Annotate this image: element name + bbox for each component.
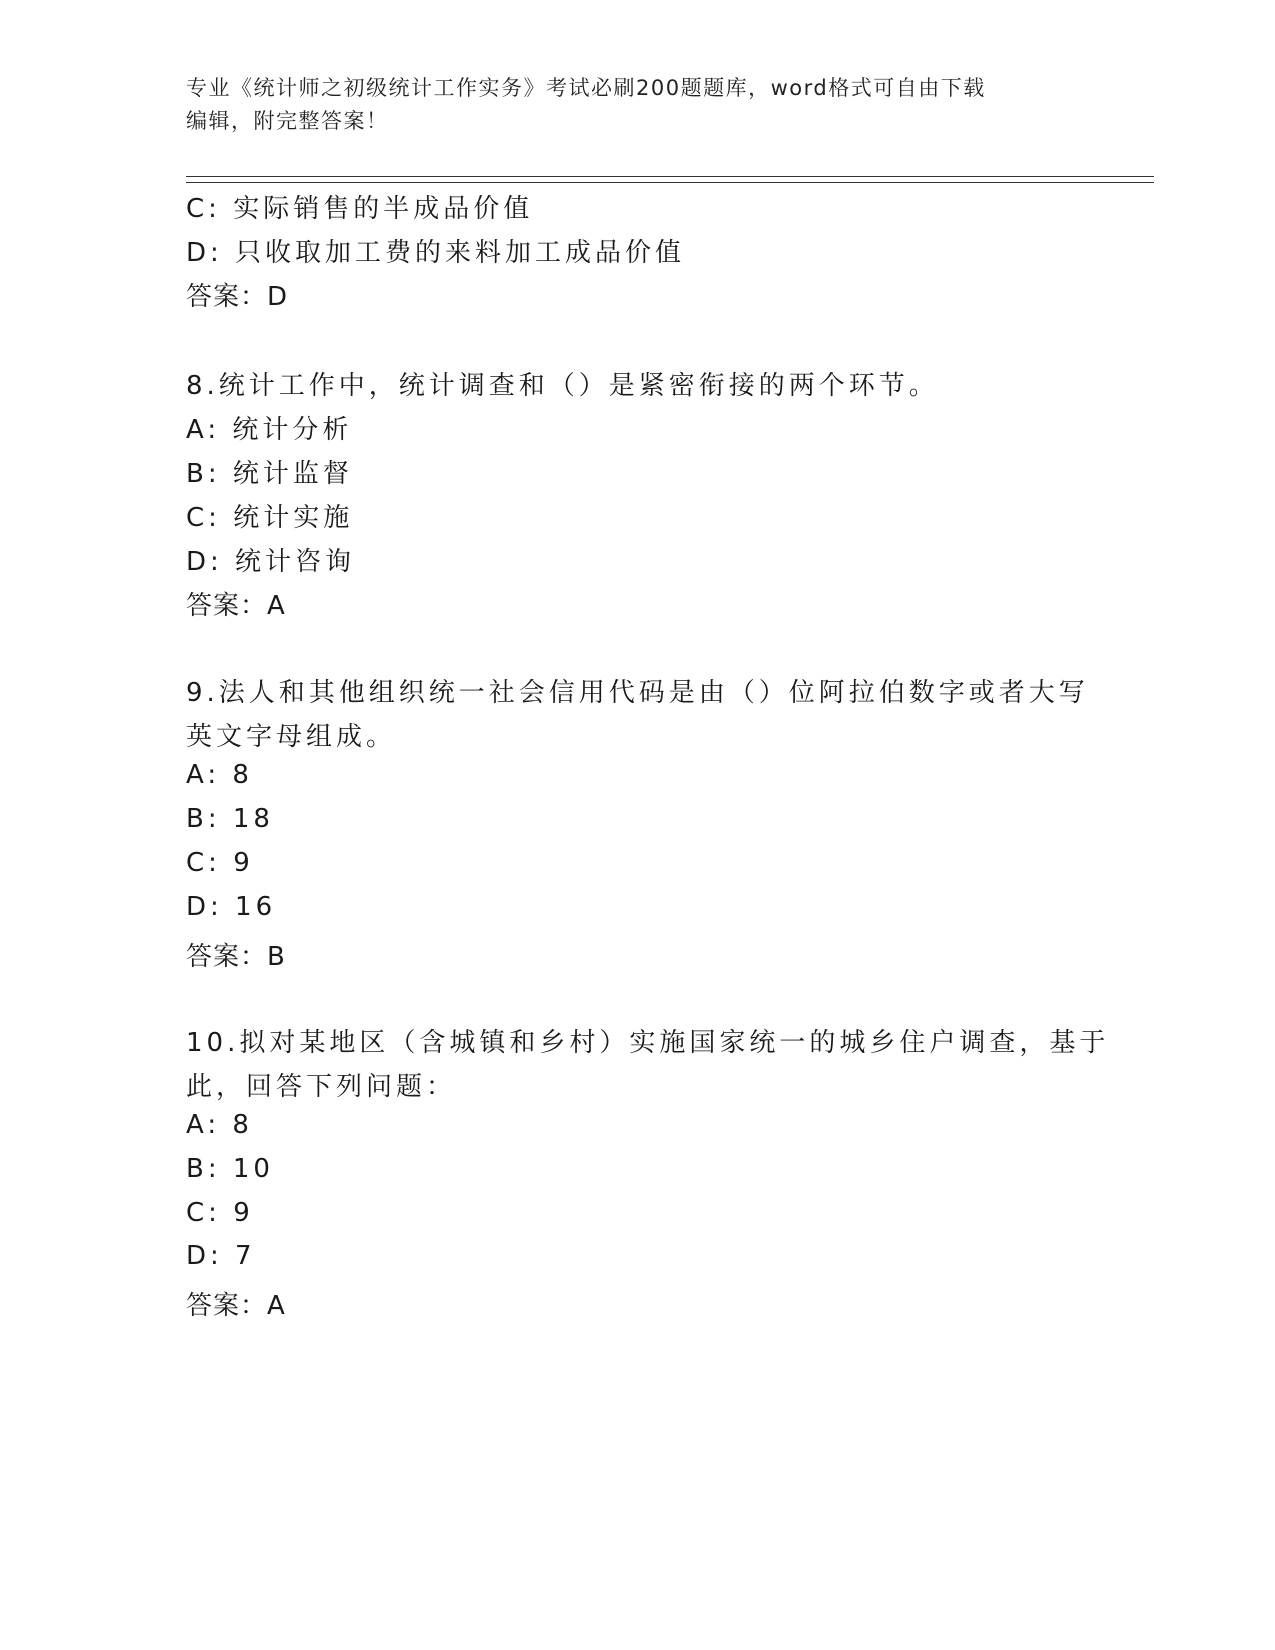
question-stem: 9.法人和其他组织统一社会信用代码是由（）位阿拉伯数字或者大写	[186, 678, 1089, 708]
option-label: B:	[186, 804, 221, 834]
option-c-line	[186, 1198, 254, 1228]
option-d-line	[186, 232, 685, 269]
option-text: 实际销售的半成品价值	[233, 194, 534, 224]
header-line-1: 专业《统计师之初级统计工作实务》考试必刷200题题库，word格式可自由下载	[186, 76, 986, 100]
option-label: C:	[186, 848, 221, 878]
option-label: D:	[186, 547, 223, 577]
option-c-line	[186, 497, 353, 534]
option-text: 统计实施	[233, 503, 354, 533]
option-label: B:	[186, 1154, 221, 1184]
option-label: B:	[186, 459, 221, 489]
option-b-line	[186, 804, 274, 834]
header-line-2: 编辑，附完整答案！	[186, 109, 389, 133]
option-b-line	[186, 1154, 274, 1184]
option-c-line	[186, 188, 533, 225]
option-text: 18	[232, 804, 274, 834]
option-text: 8	[232, 1110, 253, 1140]
option-text: 统计分析	[232, 415, 353, 445]
answer-line: 答案：D	[186, 282, 289, 312]
option-label: C:	[186, 1198, 221, 1228]
option-b-line	[186, 453, 353, 490]
document-header	[186, 72, 1066, 138]
option-d-line	[186, 892, 276, 922]
option-label: A:	[186, 415, 221, 445]
option-text: 统计咨询	[235, 547, 356, 577]
option-a-line	[186, 409, 352, 446]
option-c-line	[186, 848, 254, 878]
answer-line: 答案：A	[186, 591, 286, 621]
option-text: 7	[235, 1241, 256, 1271]
option-label: D:	[186, 238, 223, 268]
option-label: A:	[186, 1110, 221, 1140]
option-d-line	[186, 1241, 256, 1271]
answer-line: 答案：A	[186, 1291, 286, 1321]
header-divider-bottom	[186, 182, 1154, 183]
option-text: 9	[233, 848, 254, 878]
option-label: D:	[186, 1241, 223, 1271]
header-divider-top	[186, 176, 1154, 177]
option-label: D:	[186, 892, 223, 922]
option-text: 只收取加工费的来料加工成品价值	[235, 238, 686, 268]
option-text: 8	[232, 760, 253, 790]
option-a-line	[186, 760, 253, 790]
question-stem-continued: 此，回答下列问题：	[186, 1072, 457, 1102]
option-d-line	[186, 541, 355, 578]
option-text: 统计监督	[232, 459, 353, 489]
answer-line: 答案：B	[186, 942, 286, 972]
option-label: C:	[186, 503, 221, 533]
question-stem: 8.统计工作中，统计调查和（）是紧密衔接的两个环节。	[186, 371, 939, 401]
option-a-line	[186, 1110, 253, 1140]
option-text: 16	[235, 892, 277, 922]
question-stem-continued: 英文字母组成。	[186, 722, 397, 752]
option-text: 9	[233, 1198, 254, 1228]
question-stem: 10.拟对某地区（含城镇和乡村）实施国家统一的城乡住户调查，基于	[186, 1028, 1110, 1058]
option-label: C:	[186, 194, 221, 224]
option-label: A:	[186, 760, 221, 790]
option-text: 10	[232, 1154, 274, 1184]
